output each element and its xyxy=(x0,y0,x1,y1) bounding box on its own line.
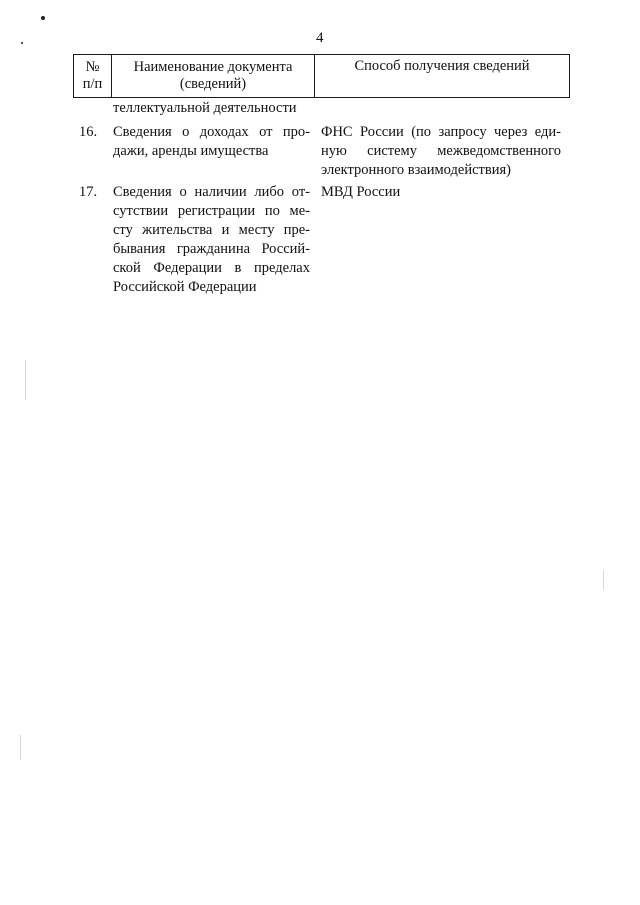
header-name-sublabel: (сведений) xyxy=(179,76,247,92)
row-document-name: Российской Федерации xyxy=(113,279,257,295)
scan-artifact xyxy=(603,570,604,590)
row-document-name: сту жительства и месту пре- xyxy=(113,222,310,238)
header-number-label: № xyxy=(85,59,100,75)
table-header xyxy=(73,54,570,98)
row-number: 17. xyxy=(79,184,98,200)
scan-speck xyxy=(41,16,45,20)
row-document-name: дажи, аренды имущества xyxy=(113,143,269,159)
continuation-text: теллектуальной деятельности xyxy=(113,100,297,116)
row-document-name: бывания гражданина Россий- xyxy=(113,241,310,257)
header-number-cell xyxy=(74,55,112,97)
page-number: 4 xyxy=(316,30,324,46)
row-document-name: ской Федерации в пределах xyxy=(113,260,310,276)
row-number: 16. xyxy=(79,124,98,140)
row-document-name: Сведения о доходах от про- xyxy=(113,124,310,140)
row-method: ную систему межведомственного xyxy=(321,143,561,159)
scan-artifact xyxy=(25,360,26,400)
row-document-name: сутствии регистрации по ме- xyxy=(113,203,310,219)
header-name-cell xyxy=(112,55,315,97)
row-method: МВД России xyxy=(321,184,401,200)
header-method-label: Способ получения сведений xyxy=(354,58,530,74)
row-method: ФНС России (по запросу через еди- xyxy=(321,124,561,140)
header-name-label: Наименование документа xyxy=(133,59,293,75)
row-method: электронного взаимодействия) xyxy=(321,162,511,178)
scan-artifact xyxy=(20,735,21,760)
header-number-sublabel: п/п xyxy=(82,76,103,92)
header-method-cell xyxy=(315,55,569,97)
row-document-name: Сведения о наличии либо от- xyxy=(113,184,310,200)
